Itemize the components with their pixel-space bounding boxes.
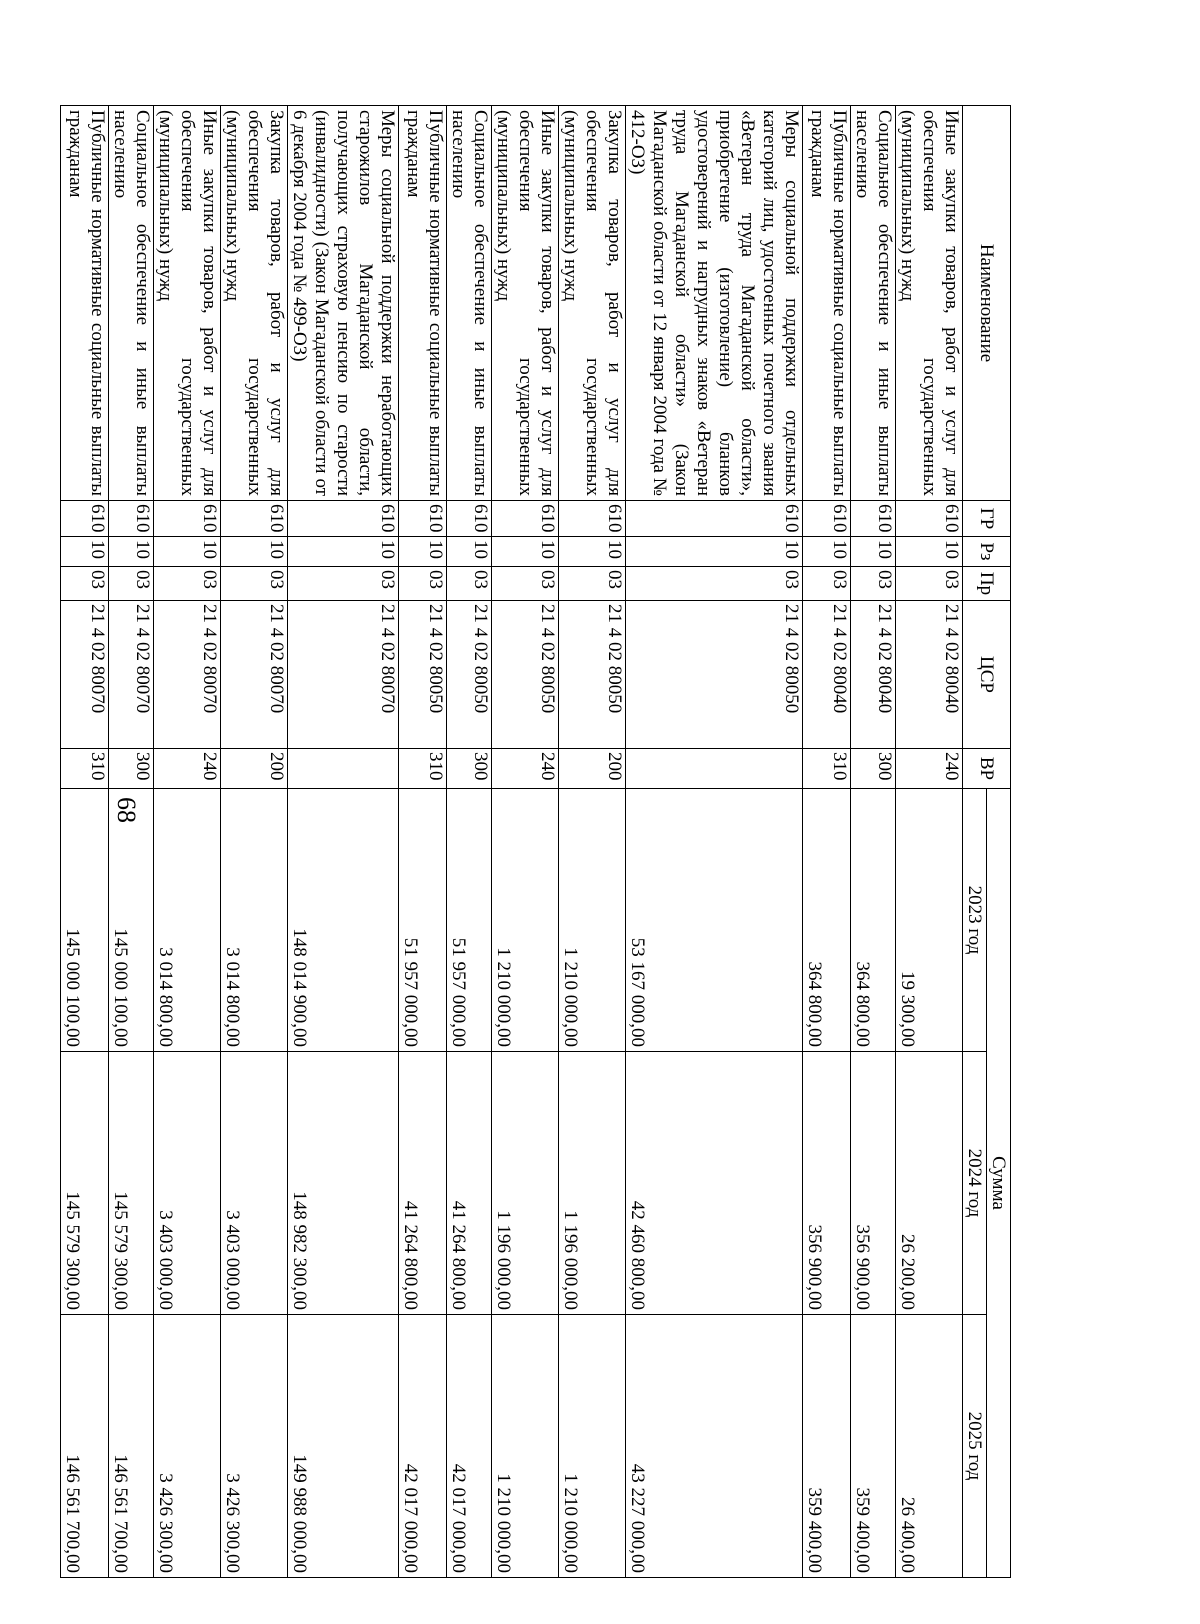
table-cell-pr: 03	[399, 567, 447, 601]
table-cell-2023: 19 300,00	[896, 789, 963, 1052]
table-cell-vr: 310	[399, 749, 447, 789]
table-cell-pr: 03	[221, 567, 288, 601]
table-cell-2024: 145 579 300,00	[61, 1052, 109, 1315]
table-cell-2025: 42 017 000,00	[399, 1315, 447, 1578]
table-cell-gr: 610	[896, 501, 963, 537]
table-cell-pr: 03	[447, 567, 492, 601]
table-cell-rz: 10	[61, 537, 109, 567]
table-cell-rz: 10	[154, 537, 221, 567]
table-cell-pr: 03	[626, 567, 803, 601]
table-row	[447, 106, 492, 1578]
table-cell-name: Закупка товаров, работ и услуг для обеспечения государственных (муниципальных) нужд	[221, 106, 288, 501]
table-cell-csr: 21 4 02 80050	[447, 601, 492, 749]
table-cell-name: Социальное обеспечение и иные выплаты населению	[109, 106, 154, 501]
table-cell-2023: 51 957 000,00	[447, 789, 492, 1052]
table-row	[288, 106, 399, 1578]
table-cell-pr: 03	[492, 567, 559, 601]
table-cell-2025: 146 561 700,00	[109, 1315, 154, 1578]
table-cell-name: Закупка товаров, работ и услуг для обеспечения государственных (муниципальных) нужд	[559, 106, 626, 501]
table-cell-csr: 21 4 02 80040	[851, 601, 896, 749]
header-2024: 2024 год	[963, 1052, 987, 1315]
header-sum: Сумма	[987, 789, 1011, 1578]
table-cell-csr: 21 4 02 80050	[399, 601, 447, 749]
table-cell-2024: 1 196 000,00	[492, 1052, 559, 1315]
table-cell-name: Публичные нормативные социальные выплаты гражданам	[61, 106, 109, 501]
table-cell-gr: 610	[154, 501, 221, 537]
table-cell-gr: 610	[559, 501, 626, 537]
table-cell-gr: 610	[109, 501, 154, 537]
table-cell-2025: 26 400,00	[896, 1315, 963, 1578]
table-cell-csr: 21 4 02 80050	[492, 601, 559, 749]
table-cell-rz: 10	[492, 537, 559, 567]
table-cell-csr: 21 4 02 80050	[626, 601, 803, 749]
table-cell-csr: 21 4 02 80070	[288, 601, 399, 749]
table-cell-rz: 10	[288, 537, 399, 567]
table-row	[154, 106, 221, 1578]
table-cell-2023: 145 000 100,00	[61, 789, 109, 1052]
table-cell-2024: 3 403 000,00	[154, 1052, 221, 1315]
budget-table	[60, 105, 1011, 1578]
table-cell-csr: 21 4 02 80070	[61, 601, 109, 749]
table-cell-rz: 10	[109, 537, 154, 567]
header-pr: Пр	[963, 567, 1011, 601]
table-cell-vr: 240	[896, 749, 963, 789]
table-cell-2025: 43 227 000,00	[626, 1315, 803, 1578]
table-cell-2023: 148 014 900,00	[288, 789, 399, 1052]
table-row	[399, 106, 447, 1578]
table-cell-csr: 21 4 02 80040	[803, 601, 851, 749]
table-cell-gr: 610	[492, 501, 559, 537]
table-row	[61, 106, 109, 1578]
table-cell-name: Социальное обеспечение и иные выплаты населению	[447, 106, 492, 501]
table-cell-2024: 26 200,00	[896, 1052, 963, 1315]
table-cell-2025: 3 426 300,00	[221, 1315, 288, 1578]
table-cell-2023: 51 957 000,00	[399, 789, 447, 1052]
table-cell-2023: 1 210 000,00	[559, 789, 626, 1052]
table-cell-vr: 200	[221, 749, 288, 789]
table-cell-2024: 1 196 000,00	[559, 1052, 626, 1315]
table-cell-gr: 610	[851, 501, 896, 537]
table-row	[559, 106, 626, 1578]
table-cell-gr: 610	[803, 501, 851, 537]
table-cell-vr: 200	[559, 749, 626, 789]
table-cell-vr	[288, 749, 399, 789]
header-2025: 2025 год	[963, 1315, 987, 1578]
table-cell-name: Публичные нормативные социальные выплаты гражданам	[803, 106, 851, 501]
table-cell-2024: 356 900,00	[803, 1052, 851, 1315]
table-cell-gr: 610	[399, 501, 447, 537]
table-cell-2025: 42 017 000,00	[447, 1315, 492, 1578]
table-cell-pr: 03	[851, 567, 896, 601]
table-row	[492, 106, 559, 1578]
table-row	[851, 106, 896, 1578]
table-cell-2025: 149 988 000,00	[288, 1315, 399, 1578]
table-row	[803, 106, 851, 1578]
table-cell-2024: 3 403 000,00	[221, 1052, 288, 1315]
table-row	[109, 106, 154, 1578]
table-cell-2024: 41 264 800,00	[399, 1052, 447, 1315]
table-cell-name: Иные закупки товаров, работ и услуг для обеспечения государственных (муниципальных) нужд	[492, 106, 559, 501]
table-cell-csr: 21 4 02 80070	[154, 601, 221, 749]
table-cell-name: Иные закупки товаров, работ и услуг для обеспечения государственных (муниципальных) нужд	[896, 106, 963, 501]
table-cell-gr: 610	[626, 501, 803, 537]
table-cell-vr: 240	[154, 749, 221, 789]
table-cell-2023: 364 800,00	[851, 789, 896, 1052]
table-cell-rz: 10	[221, 537, 288, 567]
table-cell-pr: 03	[109, 567, 154, 601]
table-cell-vr: 240	[492, 749, 559, 789]
table-cell-pr: 03	[559, 567, 626, 601]
table-cell-vr: 300	[851, 749, 896, 789]
table-cell-pr: 03	[154, 567, 221, 601]
table-body	[61, 106, 963, 1578]
table-cell-csr: 21 4 02 80070	[221, 601, 288, 749]
table-cell-2025: 359 400,00	[803, 1315, 851, 1578]
table-cell-2023: 3 014 800,00	[154, 789, 221, 1052]
table-cell-2025: 1 210 000,00	[492, 1315, 559, 1578]
table-cell-2024: 145 579 300,00	[109, 1052, 154, 1315]
table-cell-name: Иные закупки товаров, работ и услуг для обеспечения государственных (муниципальных) нужд	[154, 106, 221, 501]
table-cell-pr: 03	[61, 567, 109, 601]
table-cell-rz: 10	[851, 537, 896, 567]
header-2023: 2023 год	[963, 789, 987, 1052]
table-cell-rz: 10	[559, 537, 626, 567]
table-cell-csr: 21 4 02 80050	[559, 601, 626, 749]
table-cell-pr: 03	[896, 567, 963, 601]
table-cell-csr: 21 4 02 80040	[896, 601, 963, 749]
table-row	[896, 106, 963, 1578]
table-cell-vr	[626, 749, 803, 789]
table-cell-gr: 610	[447, 501, 492, 537]
table-cell-rz: 10	[803, 537, 851, 567]
header-rz: Рз	[963, 537, 1011, 567]
table-cell-2025: 3 426 300,00	[154, 1315, 221, 1578]
table-cell-2023: 3 014 800,00	[221, 789, 288, 1052]
table-cell-vr: 310	[61, 749, 109, 789]
table-row	[221, 106, 288, 1578]
table-cell-vr: 310	[803, 749, 851, 789]
table-cell-gr: 610	[221, 501, 288, 537]
table-cell-csr: 21 4 02 80070	[109, 601, 154, 749]
table-cell-name: Меры социальной поддержки отдельных категорий лиц, удостоенных почетного звания «Ветеран труда Магаданской области», приобретение (изготовление) бланков удостоверений и нагрудных знаков «Ветеран труда Магаданской области» (Закон Магаданской области от 12 января 2004 года № 412-ОЗ)	[626, 106, 803, 501]
table-cell-gr: 610	[61, 501, 109, 537]
table-cell-2024: 148 982 300,00	[288, 1052, 399, 1315]
table-cell-rz: 10	[626, 537, 803, 567]
table-cell-pr: 03	[288, 567, 399, 601]
table-cell-2023: 1 210 000,00	[492, 789, 559, 1052]
table-cell-pr: 03	[803, 567, 851, 601]
table-cell-2023: 364 800,00	[803, 789, 851, 1052]
table-row	[626, 106, 803, 1578]
page-number: 68	[112, 797, 141, 823]
table-cell-2023: 53 167 000,00	[626, 789, 803, 1052]
table-cell-rz: 10	[896, 537, 963, 567]
table-cell-vr: 300	[447, 749, 492, 789]
table-cell-2025: 1 210 000,00	[559, 1315, 626, 1578]
table-cell-gr: 610	[288, 501, 399, 537]
header-name: Наименование	[963, 106, 1011, 501]
table-cell-rz: 10	[399, 537, 447, 567]
table-cell-2024: 356 900,00	[851, 1052, 896, 1315]
table-cell-2024: 41 264 800,00	[447, 1052, 492, 1315]
table-cell-rz: 10	[447, 537, 492, 567]
header-csr: ЦСР	[963, 601, 1011, 749]
table-cell-name: Социальное обеспечение и иные выплаты населению	[851, 106, 896, 501]
table-cell-2025: 359 400,00	[851, 1315, 896, 1578]
table-cell-name: Публичные нормативные социальные выплаты гражданам	[399, 106, 447, 501]
table-cell-2024: 42 460 800,00	[626, 1052, 803, 1315]
table-cell-2025: 146 561 700,00	[61, 1315, 109, 1578]
header-vr: ВР	[963, 749, 1011, 789]
header-gr: ГР	[963, 501, 1011, 537]
table-cell-2023: 145 000 100,00	[109, 789, 154, 1052]
table-cell-vr: 300	[109, 749, 154, 789]
table-cell-name: Меры социальной поддержки неработающих старожилов Магаданской области, получающих страховую пенсию по старости (инвалидности) (Закон Магаданской области от 6 декабря 2004 года № 499-ОЗ)	[288, 106, 399, 501]
